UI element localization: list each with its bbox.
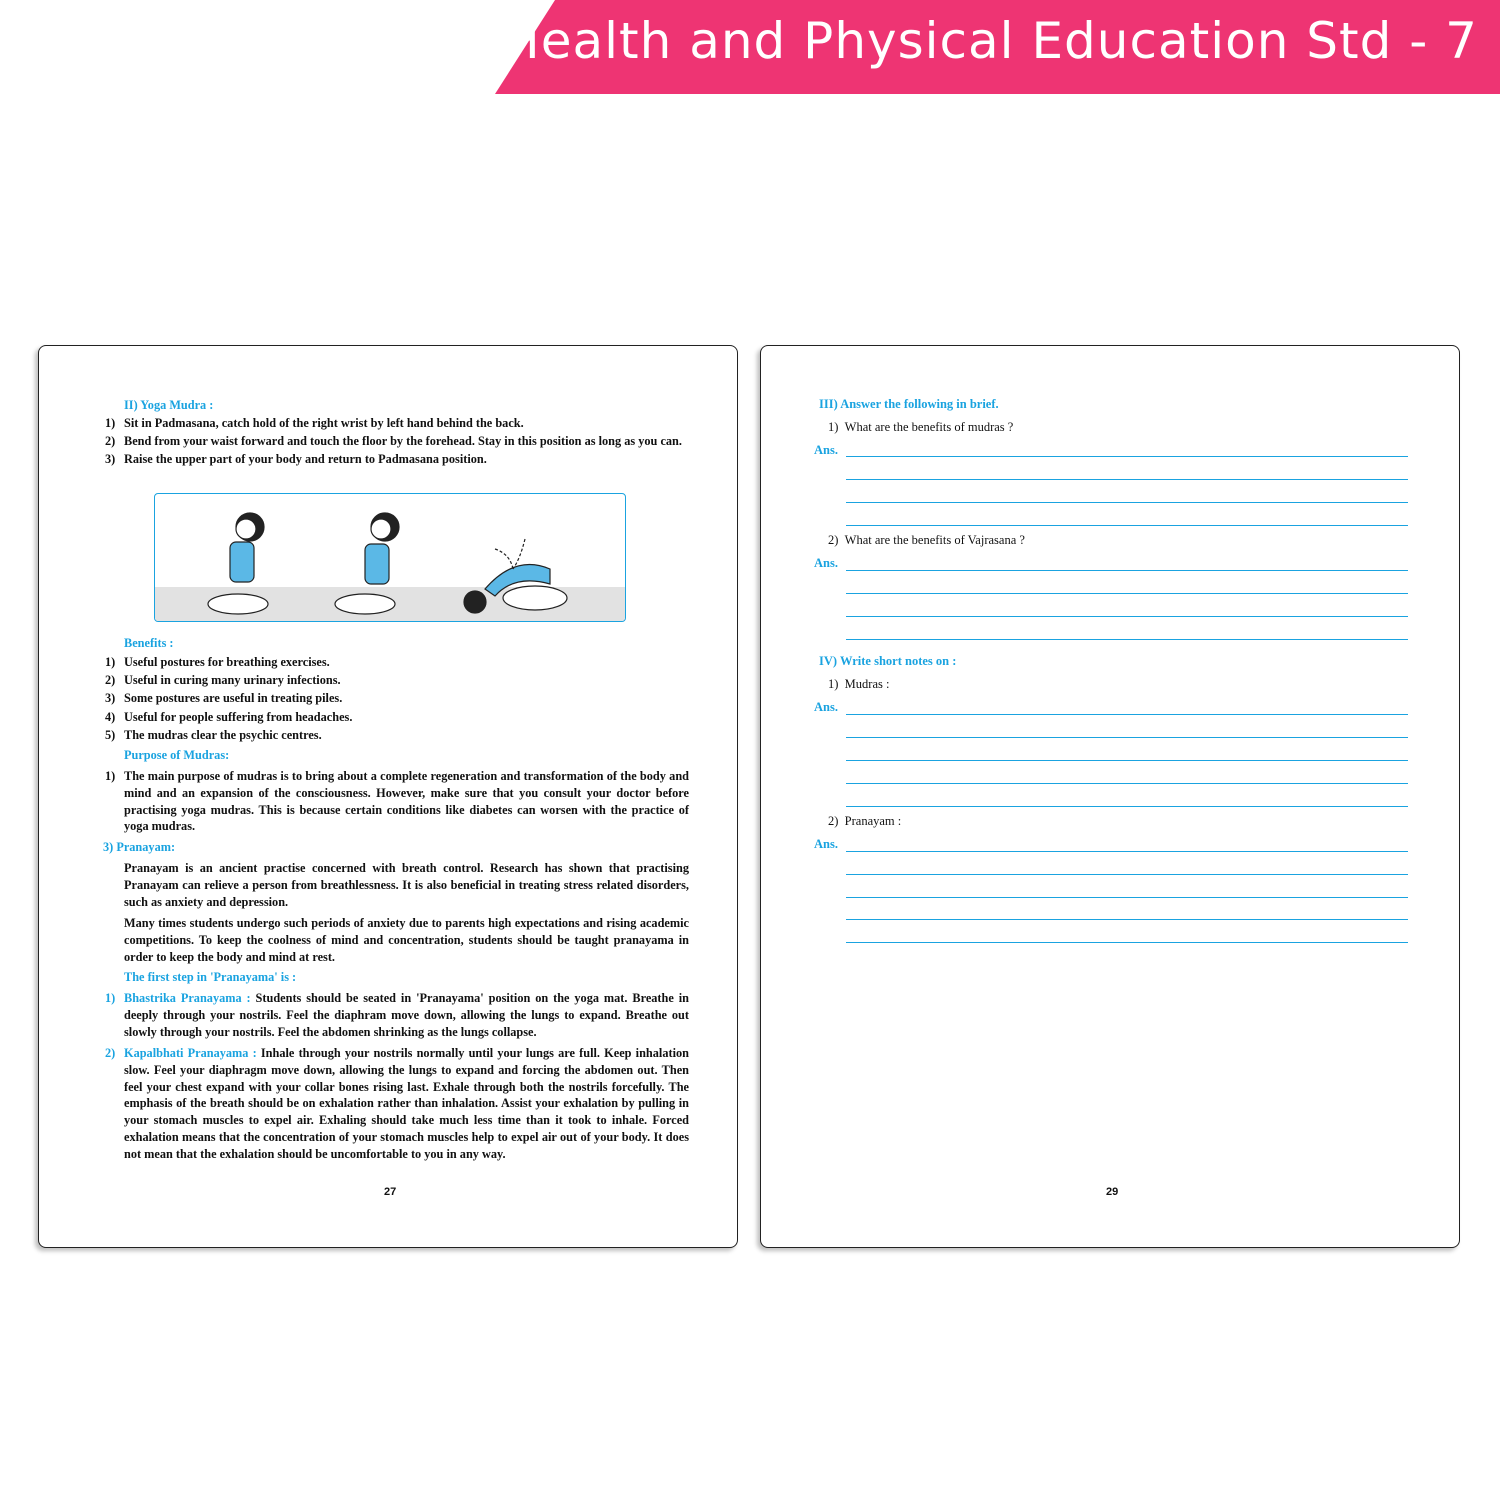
benefits-heading: Benefits : [124, 636, 174, 650]
kapalbhati-pranayama [105, 1045, 689, 1163]
purpose-heading: Purpose of Mudras: [124, 748, 230, 762]
benefits-list [105, 653, 689, 744]
page-number: 27 [384, 1186, 397, 1198]
answer-line[interactable] [846, 851, 1408, 852]
step-text: Raise the upper part of your body and return to Padmasana position. [124, 451, 487, 466]
question [828, 677, 889, 692]
yoga-mudra-steps [105, 415, 689, 467]
item-number: 5) [105, 727, 116, 742]
answer-line[interactable] [846, 760, 1408, 761]
benefit-item: Useful in curing many urinary infections. [124, 673, 341, 688]
answer-line[interactable] [846, 502, 1408, 503]
answer-line[interactable] [846, 942, 1408, 943]
answer-line[interactable] [846, 456, 1408, 457]
item-number: 2) [105, 673, 116, 688]
yoga-mudra-illustration [154, 493, 626, 622]
ans-label: Ans. [814, 837, 838, 851]
answer-line[interactable] [846, 570, 1408, 571]
answer-line[interactable] [846, 874, 1408, 875]
step-number: 2) [105, 433, 116, 448]
item-number: 1) [105, 769, 116, 783]
answer-line[interactable] [846, 806, 1408, 807]
figure-hands-behind [335, 513, 399, 614]
pranayam-paragraph-2: Many times students undergo such periods of anxiety due to parents high expectations and rising academic competitions. To keep the coolness of mind and concentration, students should be taught pranayama in order to keep the body and mind at rest. [124, 916, 689, 964]
answer-line[interactable] [846, 919, 1408, 920]
header-banner [0, 0, 1500, 94]
answer-line[interactable] [846, 897, 1408, 898]
yoga-mudra-heading: II) Yoga Mudra : [124, 398, 214, 412]
book-title: Health and Physical Education Std - 7 [502, 12, 1478, 70]
step-number: 3) [105, 451, 116, 466]
item-number: 1) [105, 991, 116, 1005]
step-text: Sit in Padmasana, catch hold of the right wrist by left hand behind the back. [124, 416, 524, 430]
page-number: 29 [1106, 1186, 1119, 1198]
item-number: 2) [105, 1046, 116, 1060]
purpose-paragraph: The main purpose of mudras is to bring about a complete regeneration and transformation of the body and mind and an expansion of the consciousness. However, make sure that you consult your doctor before practising yoga mudras. This is because certain conditions like diabetes can worsen with the practice of yoga mudras. [124, 769, 689, 834]
answer-line[interactable] [846, 616, 1408, 617]
ans-label: Ans. [814, 556, 838, 570]
step-text: Students should be seated in 'Pranayama' position on the yoga mat. Breathe in deeply through your nostrils. Feel the diaphram move down, allowing the lungs to expand. Breathe out slowly through your nostrils. Feel the abdomen shrinking as the lungs collapse. [124, 991, 689, 1039]
item-number: 4) [105, 709, 116, 724]
question-number: 1) [828, 420, 839, 434]
section-3-heading: III) Answer the following in brief. [819, 397, 999, 411]
step-text: Inhale through your nostrils normally until your lungs are full. Keep inhalation slow. Feel your diaphragm move down, allowing the lungs to expand and forcing the abdomen out. Then feel your chest expand with your collar bones rising last. Exhale through both the nostrils forcefully. The emphasis of the breath should be on exhalation rather than inhalation. Assist your exhalation by pulling in your stomach muscles to expel air. Exhaling should take much less time than it took to inhale. Forced exhalation means that the concentration of your stomach muscles help to expel air out of your body. It does not mean that the exhalation should be uncomfortable to you in any way. [124, 1046, 689, 1161]
item-number: 3) [105, 691, 116, 706]
benefit-item: Useful postures for breathing exercises. [124, 655, 330, 669]
ans-label: Ans. [814, 443, 838, 457]
benefit-item: Useful for people suffering from headaches. [124, 709, 353, 724]
step-label: Bhastrika Pranayama : [124, 991, 251, 1005]
answer-line[interactable] [846, 714, 1408, 715]
bhastrika-pranayama [105, 990, 689, 1040]
question-text: Mudras : [844, 677, 890, 691]
question [828, 533, 1025, 548]
step-text: Bend from your waist forward and touch the floor by the forehead. Stay in this position as long as you can. [124, 433, 682, 448]
question-text: What are the benefits of Vajrasana ? [844, 533, 1025, 547]
page-27 [38, 345, 738, 1248]
benefit-item: The mudras clear the psychic centres. [124, 727, 322, 742]
question-number: 2) [828, 814, 839, 828]
question-number: 2) [828, 533, 839, 547]
item-number: 1) [105, 655, 116, 669]
step-label: Kapalbhati Pranayama : [124, 1046, 257, 1060]
pranayam-paragraph-1: Pranayam is an ancient practise concerned with breath control. Research has shown that practising Pranayam can relieve a person from breathlessness. It is also beneficial in treating stress related disorders, such as anxiety and depression. [124, 861, 689, 909]
answer-line[interactable] [846, 479, 1408, 480]
answer-line[interactable] [846, 525, 1408, 526]
first-step-heading: The first step in 'Pranayama' is : [124, 970, 297, 984]
figure-sitting [208, 513, 268, 614]
page-29 [760, 345, 1460, 1248]
question-text: Pranayam : [844, 814, 902, 828]
pranayam-heading: 3) Pranayam: [103, 840, 176, 854]
benefit-item: Some postures are useful in treating piles. [124, 691, 343, 706]
answer-line[interactable] [846, 783, 1408, 784]
ans-label: Ans. [814, 700, 838, 714]
question-number: 1) [828, 677, 839, 691]
answer-line[interactable] [846, 737, 1408, 738]
section-4-heading: IV) Write short notes on : [819, 654, 957, 668]
step-number: 1) [105, 416, 116, 430]
question-text: What are the benefits of mudras ? [844, 420, 1014, 434]
figure-bending [464, 539, 567, 613]
question [828, 420, 1013, 435]
question [828, 814, 901, 829]
purpose-text [105, 768, 689, 835]
answer-line[interactable] [846, 639, 1408, 640]
answer-line[interactable] [846, 593, 1408, 594]
